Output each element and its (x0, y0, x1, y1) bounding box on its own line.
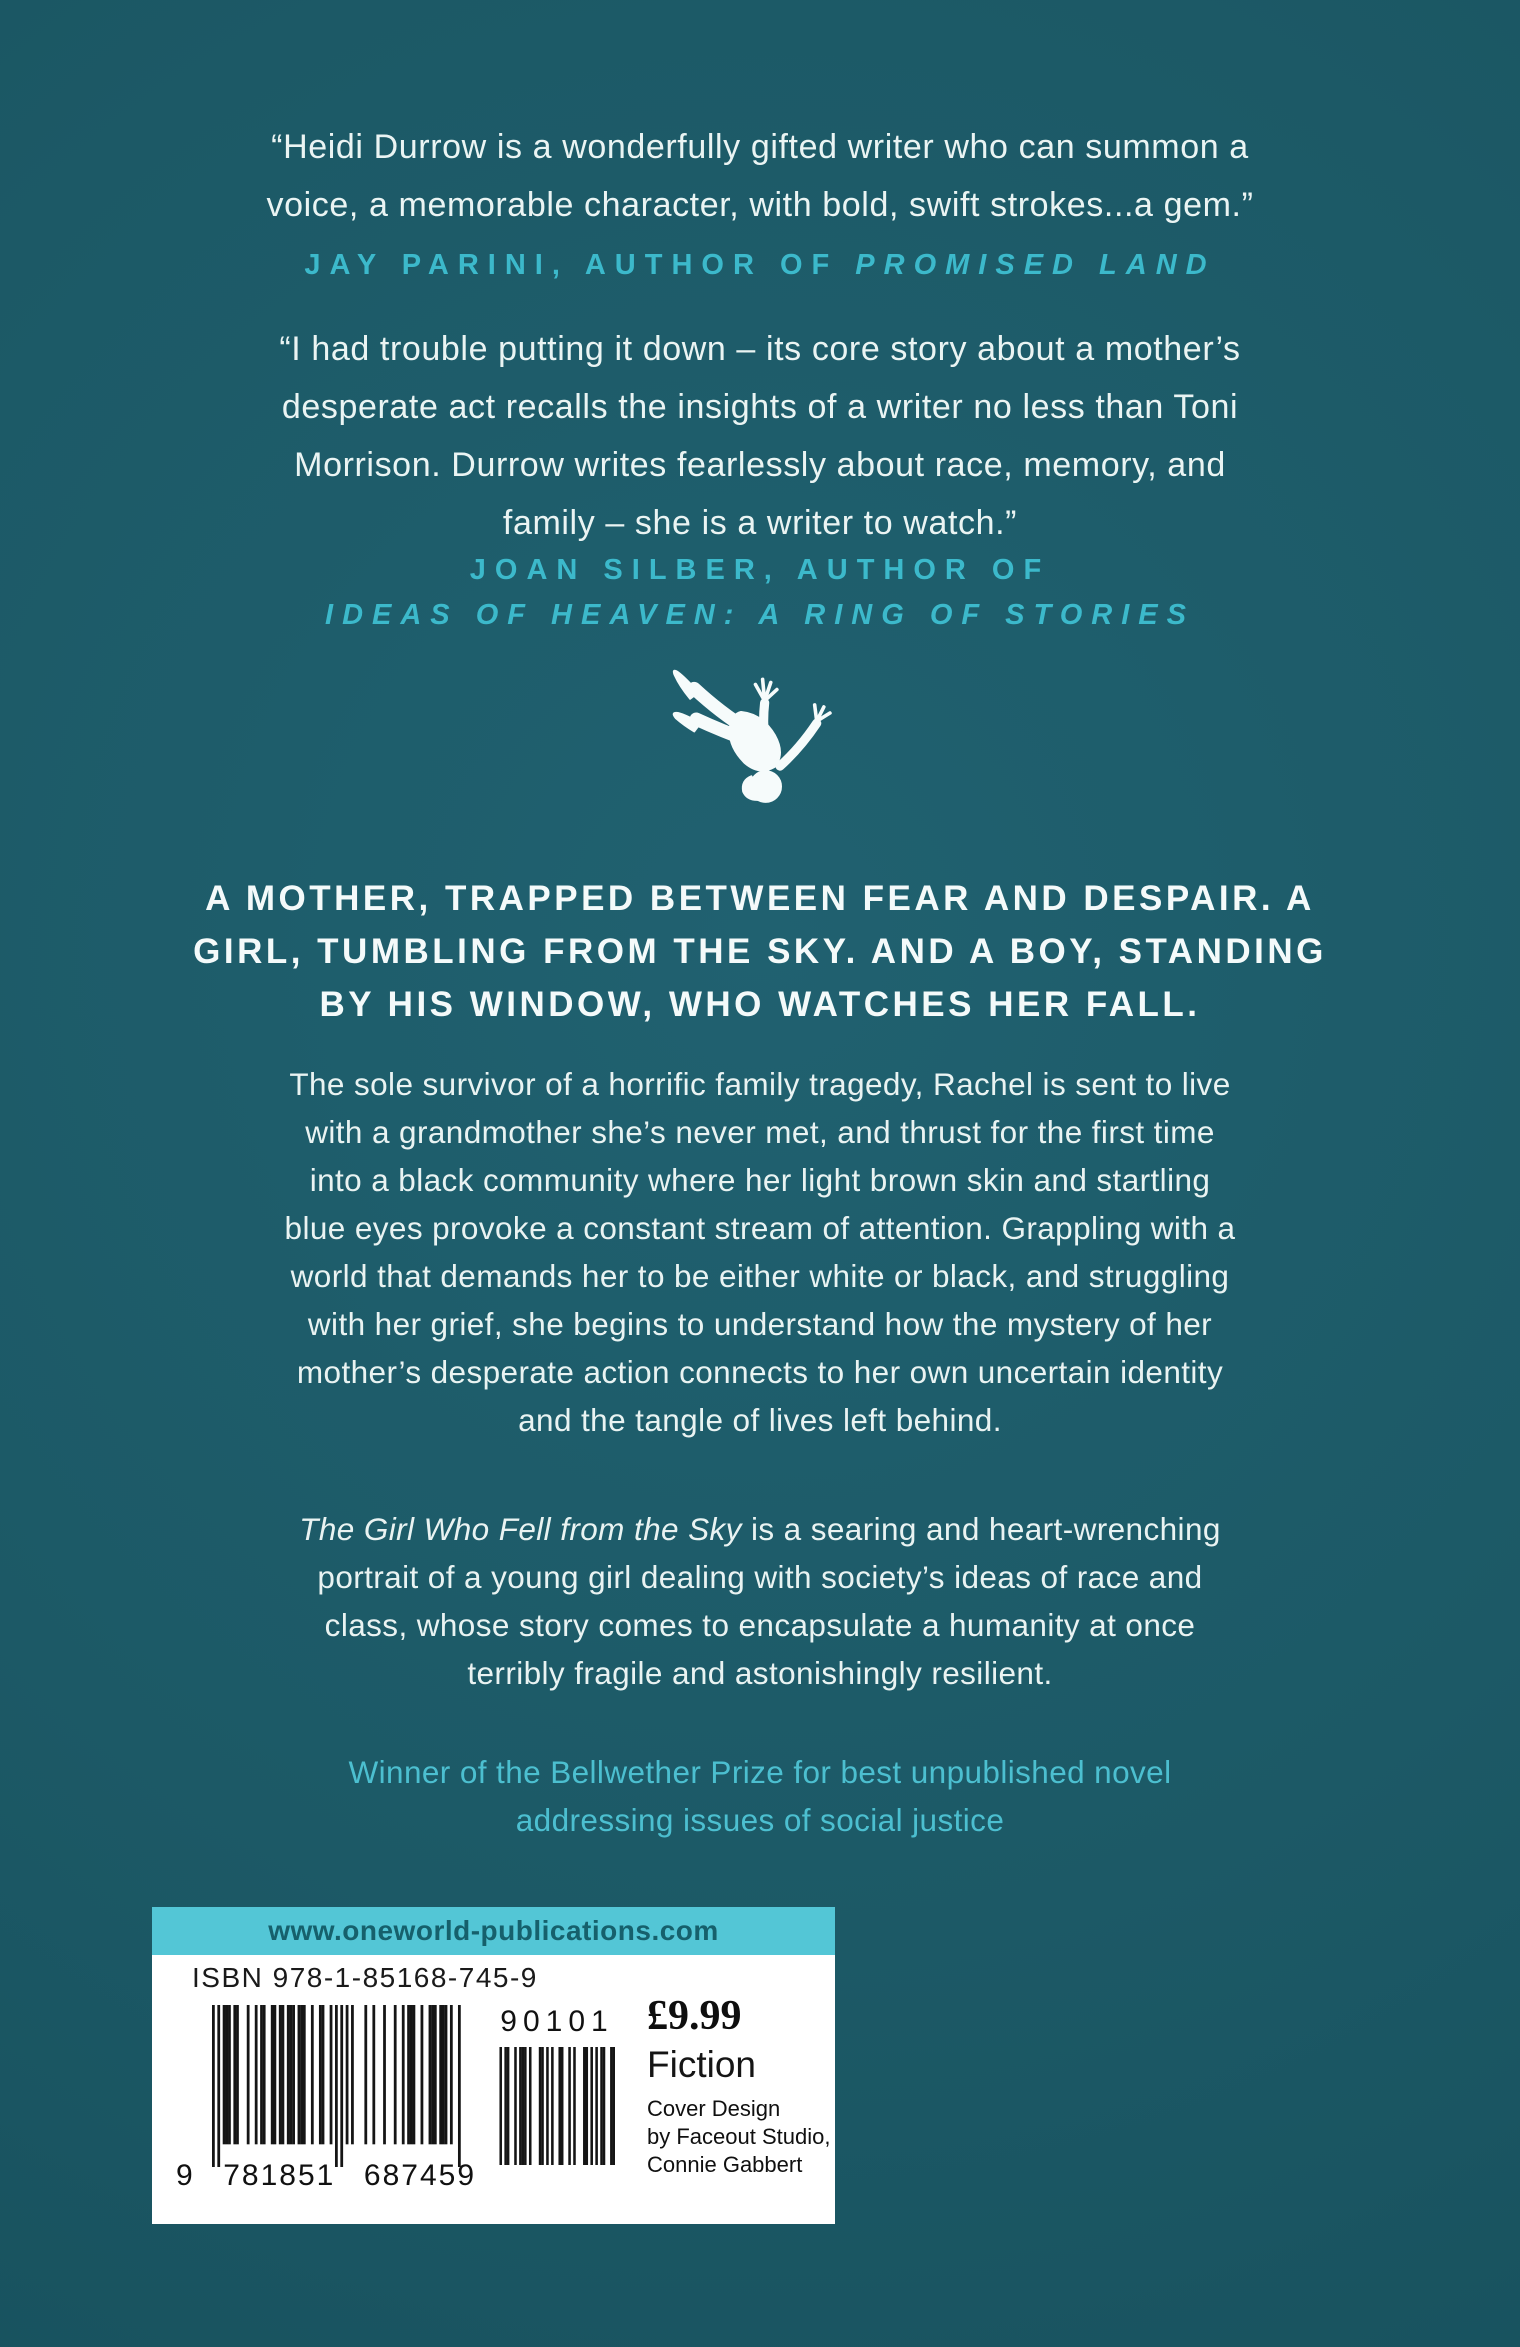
quote-2-line: “I had trouble putting it down – its core story about a mother’s (279, 330, 1241, 368)
quote-1-line: voice, a memorable character, with bold, swift strokes...a gem.” (266, 186, 1254, 224)
synopsis-line: world that demands her to be either white or black, and struggling (290, 1258, 1230, 1294)
quote-1-line: “Heidi Durrow is a wonderfully gifted writer who can summon a (271, 128, 1249, 166)
ean5-supplement-barcode (497, 2047, 615, 2165)
synopsis-paragraph-2 (0, 1505, 1520, 1697)
attribution-name: JOAN SILBER, AUTHOR OF (469, 554, 1051, 586)
quote-2-line: family – she is a writer to watch.” (502, 504, 1018, 542)
synopsis-line (0, 1505, 1520, 1553)
synopsis-line: class, whose story comes to encapsulate a humanity at once (324, 1607, 1196, 1643)
synopsis-line: into a black community where her light brown skin and startling (309, 1162, 1211, 1198)
headline-line: GIRL, TUMBLING FROM THE SKY. AND A BOY, STANDING (193, 932, 1327, 971)
supplement-code: 90101 (500, 2005, 614, 2038)
attribution-book-title: PROMISED LAND (855, 249, 1216, 281)
barcode-digit-group: 9 (176, 2159, 195, 2192)
barcode-digits (176, 2159, 476, 2193)
ean13-barcode (212, 2005, 466, 2167)
isbn-label: ISBN 978-1-85168-745-9 (192, 1962, 538, 1993)
quote-2-attribution (0, 548, 1520, 638)
falling-girl-icon (655, 662, 860, 810)
credit-line: by Faceout Studio, (647, 2124, 831, 2149)
synopsis-line: The sole survivor of a horrific family tragedy, Rachel is sent to live (289, 1066, 1231, 1102)
price: £9.99 (647, 1993, 742, 2039)
cover-design-credit (647, 2095, 830, 2179)
headline-line: BY HIS WINDOW, WHO WATCHES HER FALL. (319, 985, 1201, 1024)
credit-line: Connie Gabbert (647, 2152, 803, 2177)
barcode-digit-group: 687459 (363, 2159, 476, 2192)
quote-1 (0, 118, 1520, 234)
synopsis-paragraph-1 (0, 1060, 1520, 1444)
publisher-website-band: www.oneworld-publications.com (152, 1907, 835, 1955)
credit-line: Cover Design (647, 2096, 781, 2121)
barcode-panel (152, 1907, 835, 2224)
synopsis-line: terribly fragile and astonishingly resilient. (467, 1655, 1053, 1691)
quote-2-line: desperate act recalls the insights of a writer no less than Toni (281, 388, 1239, 426)
award-line: addressing issues of social justice (515, 1802, 1005, 1838)
quote-2 (0, 320, 1520, 552)
category-label: Fiction (647, 2044, 756, 2085)
synopsis-line: and the tangle of lives left behind. (518, 1402, 1002, 1438)
synopsis-line: blue eyes provoke a constant stream of attention. Grappling with a (284, 1210, 1236, 1246)
synopsis-line: mother’s desperate action connects to her own uncertain identity (296, 1354, 1224, 1390)
award-line: Winner of the Bellwether Prize for best unpublished novel (348, 1754, 1172, 1790)
synopsis-line: with her grief, she begins to understand how the mystery of her (307, 1306, 1213, 1342)
tagline-headline (0, 872, 1520, 1031)
attribution-book-title: IDEAS OF HEAVEN: A RING OF STORIES (325, 599, 1195, 631)
synopsis-line: with a grandmother she’s never met, and thrust for the first time (305, 1114, 1215, 1150)
headline-line: A MOTHER, TRAPPED BETWEEN FEAR AND DESPAIR. A (205, 879, 1315, 918)
book-title-italic: The Girl Who Fell from the Sky (299, 1511, 742, 1547)
award-note (0, 1748, 1520, 1844)
barcode-digit-group: 781851 (223, 2159, 336, 2192)
synopsis-line: portrait of a young girl dealing with society’s ideas of race and (317, 1559, 1203, 1595)
attribution-name: JAY PARINI, AUTHOR OF (304, 249, 856, 281)
synopsis-line-rest: is a searing and heart-wrenching (741, 1511, 1221, 1547)
quote-2-line: Morrison. Durrow writes fearlessly about race, memory, and (294, 446, 1226, 484)
quote-1-attribution (0, 243, 1520, 288)
